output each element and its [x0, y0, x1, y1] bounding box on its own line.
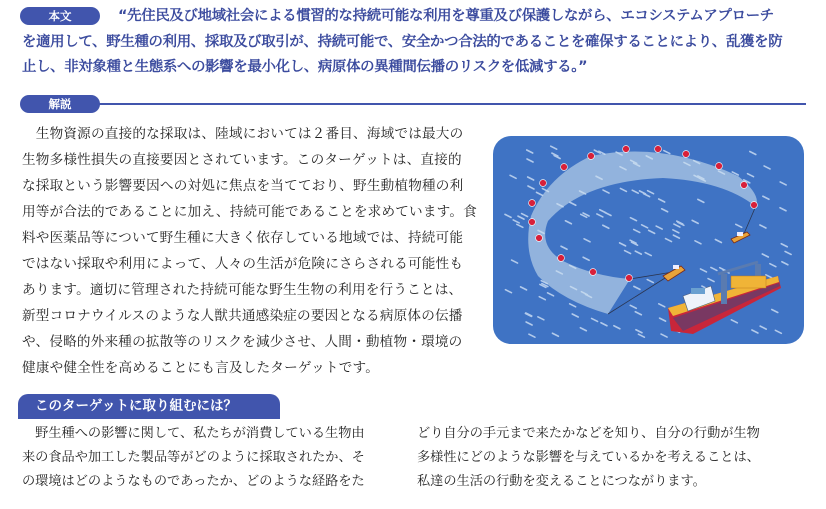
text-line: ではない採取や利用によって、人々の生活が危険にさらされる可能性も	[22, 256, 464, 272]
buoy-icon	[623, 146, 630, 153]
quote-line: “先住民及び地域社会による慣習的な持続可能な利用を尊重及び保護しながら、エコシステムアプローチ	[118, 8, 774, 24]
text-line: 私達の生活の行動を変えることにつながります。	[417, 474, 706, 489]
text-line: 生物資源の直接的な採取は、陸域においては２番目、海域では最大の	[22, 126, 464, 142]
buoy-icon	[741, 182, 748, 189]
quote-line: 止し、非対象種と生態系への影響を最小化し、病原体の異種間伝播のリスクを低減する。”	[22, 59, 588, 75]
text-line: 野生種への影響に関して、私たちが消費している生物由	[22, 426, 365, 441]
action-heading: このターゲットに取り組むには？	[18, 394, 280, 419]
text-line: どり自分の手元まで来たかなどを知り、自分の行動が生物	[417, 426, 760, 441]
text-line: 新型コロナウイルスのような人獣共通感染症の要因となる病原体の伝播	[22, 308, 463, 324]
explanation-text	[22, 121, 492, 381]
section-divider	[96, 103, 806, 105]
action-text-left	[22, 422, 365, 494]
buoy-icon	[536, 235, 543, 242]
quote-line: を適用して、野生種の利用、採取及び取引が、持続可能で、安全かつ合法的であることを確保することにより、乱獲を防	[22, 33, 783, 50]
buoy-icon	[655, 146, 662, 153]
buoy-icon	[590, 269, 597, 276]
buoy-icon	[558, 255, 565, 262]
fishing-vessel-illustration	[493, 136, 804, 344]
buoy-icon	[529, 219, 536, 226]
buoy-icon	[716, 163, 723, 170]
target-quote	[22, 4, 812, 81]
buoy-icon	[751, 202, 758, 209]
kaisetsu-badge: 解説	[20, 95, 100, 113]
action-text-right	[417, 422, 760, 494]
text-line: 来の食品や加工した製品等がどのように採取されたか、そ	[22, 450, 365, 465]
buoy-icon	[588, 153, 595, 160]
text-line: の環境はどのようなものであったか、どのような経路をた	[22, 474, 365, 489]
text-line: 用等が合法的であることに加え、持続可能であることを求めています。食	[22, 204, 477, 220]
buoy-icon	[683, 151, 690, 158]
text-line: 生物多様性損失の直接要因とされています。このターゲットは、直接的	[22, 152, 462, 168]
text-line: あります。適切に管理された持続可能な野生生物の利用を行うことは、	[22, 282, 463, 298]
text-line: 健康や健全性を高めることにも言及したターゲットです。	[22, 360, 380, 376]
text-line: 多様性にどのような影響を与えているかを考えることは、	[417, 450, 760, 465]
text-line: 料や医薬品等について野生種に大きく依存している地域では、持続可能	[22, 230, 464, 246]
buoy-icon	[540, 180, 547, 187]
text-line: や、侵略的外来種の拡散等のリスクを減少させ、人間・動植物・環境の	[22, 334, 463, 350]
honbun-badge: 本文	[20, 7, 100, 25]
text-line: な採取という影響要因への対処に焦点を当てており、野生動植物種の利	[22, 178, 464, 194]
buoy-icon	[529, 200, 536, 207]
buoy-icon	[561, 164, 568, 171]
buoy-icon	[626, 275, 633, 282]
